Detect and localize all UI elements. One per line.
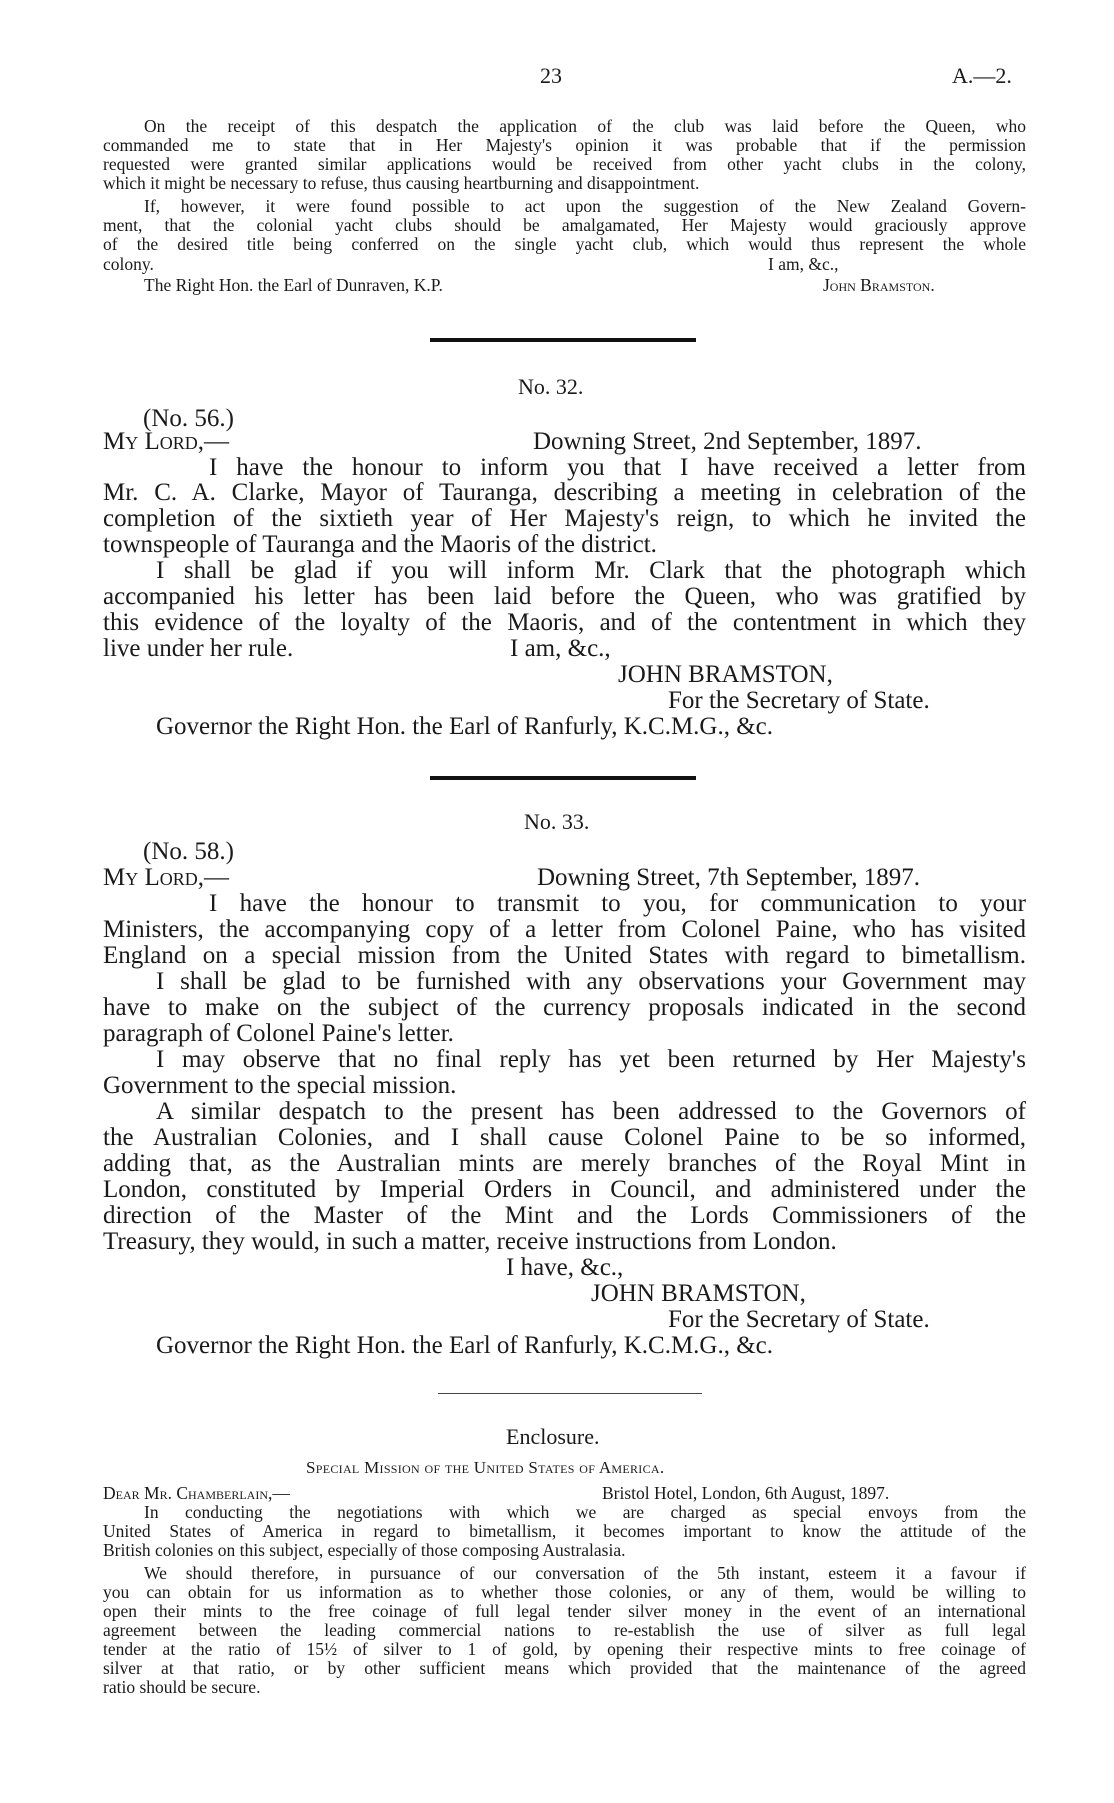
body-line: We should therefore, in pursuance of our conversation of the 5th instant, esteem it a favour if <box>144 1563 1026 1583</box>
despatch-reference: (No. 58.) <box>143 838 234 865</box>
body-line: completion of the sixtieth year of Her Majesty's reign, to which he invited the <box>103 505 1026 532</box>
body-line: colony. <box>103 254 154 274</box>
body-line: requested were granted similar applications would be received from other yacht clubs in the colony, <box>103 154 1026 174</box>
section-divider <box>430 338 696 342</box>
despatch-reference: (No. 56.) <box>143 405 234 432</box>
section-divider <box>438 1393 702 1394</box>
body-line: you can obtain for us information as to whether those colonies, or any of them, would be willing to <box>103 1582 1026 1602</box>
body-line: accompanied his letter has been laid before the Queen, who was gratified by <box>103 583 1026 610</box>
closing: I am, &c., <box>510 635 611 662</box>
body-line: I may observe that no final reply has yet been returned by Her Majesty's <box>156 1046 1026 1073</box>
body-line: I have the honour to inform you that I have received a letter from <box>209 454 1026 481</box>
body-line: United States of America in regard to bimetallism, it becomes important to know the attitude of the <box>103 1521 1026 1541</box>
place-date: Bristol Hotel, London, 6th August, 1897. <box>602 1483 890 1503</box>
body-line: On the receipt of this despatch the application of the club was laid before the Queen, who <box>144 116 1026 136</box>
body-line: I have the honour to transmit to you, for communication to your <box>209 890 1026 917</box>
body-line: England on a special mission from the United States with regard to bimetallism. <box>103 942 1026 969</box>
section-divider <box>430 776 696 780</box>
addressee: Governor the Right Hon. the Earl of Ranfurly, K.C.M.G., &c. <box>156 1332 774 1359</box>
body-line: which it might be necessary to refuse, thus causing heartburning and disappointment. <box>103 173 700 193</box>
salutation: Dear Mr. Chamberlain,— <box>103 1483 290 1503</box>
salutation: My Lord,— <box>103 864 230 891</box>
page-number: 23 <box>540 63 562 88</box>
body-line: silver at that ratio, or by other sufficient means which provided that the maintenance of the agreed <box>103 1658 1026 1678</box>
closing: I have, &c., <box>506 1254 624 1281</box>
body-line: townspeople of Tauranga and the Maoris of the district. <box>103 531 657 558</box>
place-date: Downing Street, 2nd September, 1897. <box>533 428 922 455</box>
salutation: My Lord,— <box>103 428 230 455</box>
body-line: open their mints to the free coinage of full legal tender silver money in the event of an international <box>103 1601 1026 1621</box>
signature-role: For the Secretary of State. <box>668 687 930 714</box>
body-line: Ministers, the accompanying copy of a letter from Colonel Paine, who has visited <box>103 916 1026 943</box>
signature-role: For the Secretary of State. <box>668 1306 930 1333</box>
body-line: Government to the special mission. <box>103 1072 457 1099</box>
body-line: of the desired title being conferred on the single yacht club, which would thus represent the whole <box>103 234 1026 254</box>
body-line: ment, that the colonial yacht clubs should be amalgamated, Her Majesty would graciously approve <box>103 215 1026 235</box>
body-line: paragraph of Colonel Paine's letter. <box>103 1020 454 1047</box>
body-line: If, however, it were found possible to act upon the suggestion of the New Zealand Govern- <box>144 196 1026 216</box>
body-line: I shall be glad if you will inform Mr. Clark that the photograph which <box>156 557 1026 584</box>
body-line: I shall be glad to be furnished with any observations your Government may <box>156 968 1026 995</box>
body-line: adding that, as the Australian mints are merely branches of the Royal Mint in <box>103 1150 1026 1177</box>
signature: JOHN BRAMSTON, <box>618 661 833 688</box>
enclosure-heading: Special Mission of the United States of America. <box>306 1458 665 1477</box>
letter-number: No. 32. <box>518 374 584 399</box>
body-line: direction of the Master of the Mint and the Lords Commissioners of the <box>103 1202 1026 1229</box>
body-line: tender at the ratio of 15½ of silver to 1 of gold, by opening their respective mints to free coinage of <box>103 1639 1026 1659</box>
body-line: In conducting the negotiations with which we are charged as special envoys from the <box>144 1502 1026 1522</box>
body-line: commanded me to state that in Her Majesty's opinion it was probable that if the permission <box>103 135 1026 155</box>
place-date: Downing Street, 7th September, 1897. <box>537 864 920 891</box>
letter-number: No. 33. <box>524 809 590 834</box>
body-line: London, constituted by Imperial Orders in Council, and administered under the <box>103 1176 1026 1203</box>
addressee: Governor the Right Hon. the Earl of Ranfurly, K.C.M.G., &c. <box>156 713 774 740</box>
body-line: ratio should be secure. <box>103 1677 261 1697</box>
addressee: The Right Hon. the Earl of Dunraven, K.P. <box>144 275 443 295</box>
closing: I am, &c., <box>768 254 839 274</box>
signature: John Bramston. <box>823 275 935 295</box>
signature: JOHN BRAMSTON, <box>591 1280 806 1307</box>
body-line: Treasury, they would, in such a matter, receive instructions from London. <box>103 1228 837 1255</box>
document-reference: A.—2. <box>952 63 1012 88</box>
body-line: live under her rule. <box>103 635 294 662</box>
body-line: the Australian Colonies, and I shall cause Colonel Paine to be so informed, <box>103 1124 1026 1151</box>
body-line: Mr. C. A. Clarke, Mayor of Tauranga, describing a meeting in celebration of the <box>103 479 1026 506</box>
body-line: British colonies on this subject, especially of those composing Australasia. <box>103 1540 626 1560</box>
body-line: A similar despatch to the present has been addressed to the Governors of <box>156 1098 1026 1125</box>
body-line: have to make on the subject of the currency proposals indicated in the second <box>103 994 1026 1021</box>
enclosure-title: Enclosure. <box>506 1424 600 1449</box>
body-line: this evidence of the loyalty of the Maoris, and of the contentment in which they <box>103 609 1026 636</box>
body-line: agreement between the leading commercial nations to re-establish the use of silver as full legal <box>103 1620 1026 1640</box>
